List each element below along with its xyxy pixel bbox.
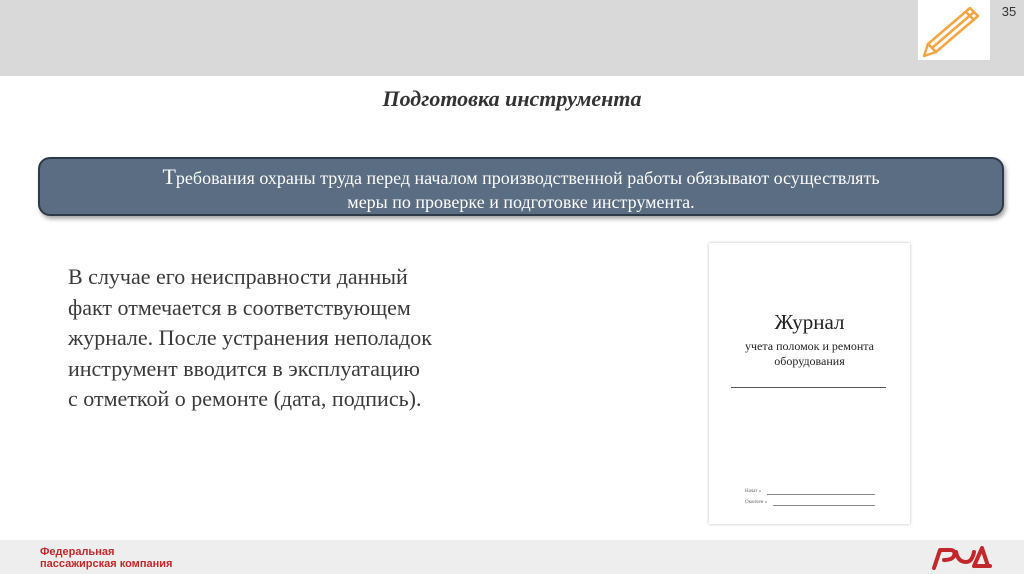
requirements-callout <box>38 157 1004 216</box>
journal-title: Журнал <box>774 310 845 334</box>
body-line: журнале. После устранения неполадок <box>68 325 432 350</box>
journal-end-blank <box>773 500 875 506</box>
header-band <box>0 0 1024 76</box>
journal-start-field <box>745 489 875 495</box>
company-line1: Федеральная <box>40 546 115 558</box>
slide-title: Подготовка инструмента <box>382 86 642 111</box>
journal-subtitle <box>709 339 910 369</box>
company-name <box>40 546 172 570</box>
callout-first-letter: Т <box>162 164 176 189</box>
company-line2: пассажирская компания <box>40 558 173 570</box>
pencil-box <box>918 0 990 60</box>
body-line: В случае его неисправности данный <box>68 264 408 289</box>
callout-text-line2: меры по проверке и подготовке инструмента. <box>347 192 695 212</box>
journal-cover-image <box>709 243 910 524</box>
pencil-icon <box>918 0 990 60</box>
journal-end-label: Окончен « <box>745 500 768 505</box>
journal-subtitle-line2: оборудования <box>774 354 845 368</box>
journal-start-blank <box>767 489 875 495</box>
body-line: с отметкой о ремонте (дата, подпись). <box>68 386 422 411</box>
body-line: инструмент вводится в эксплуатацию <box>68 355 420 381</box>
journal-rule <box>731 387 886 388</box>
journal-end-field <box>745 500 875 506</box>
slide-number: 35 <box>1001 4 1017 19</box>
body-text <box>68 262 548 415</box>
journal-subtitle-line1: учета поломок и ремонта <box>744 339 874 353</box>
body-line: факт отмечается в соответствующем <box>68 294 411 320</box>
rzd-logo <box>930 544 992 570</box>
callout-text-line1: ребования охраны труда перед началом производственной работы обязывают осуществлять <box>175 168 880 188</box>
journal-start-label: Начат « <box>745 489 762 494</box>
